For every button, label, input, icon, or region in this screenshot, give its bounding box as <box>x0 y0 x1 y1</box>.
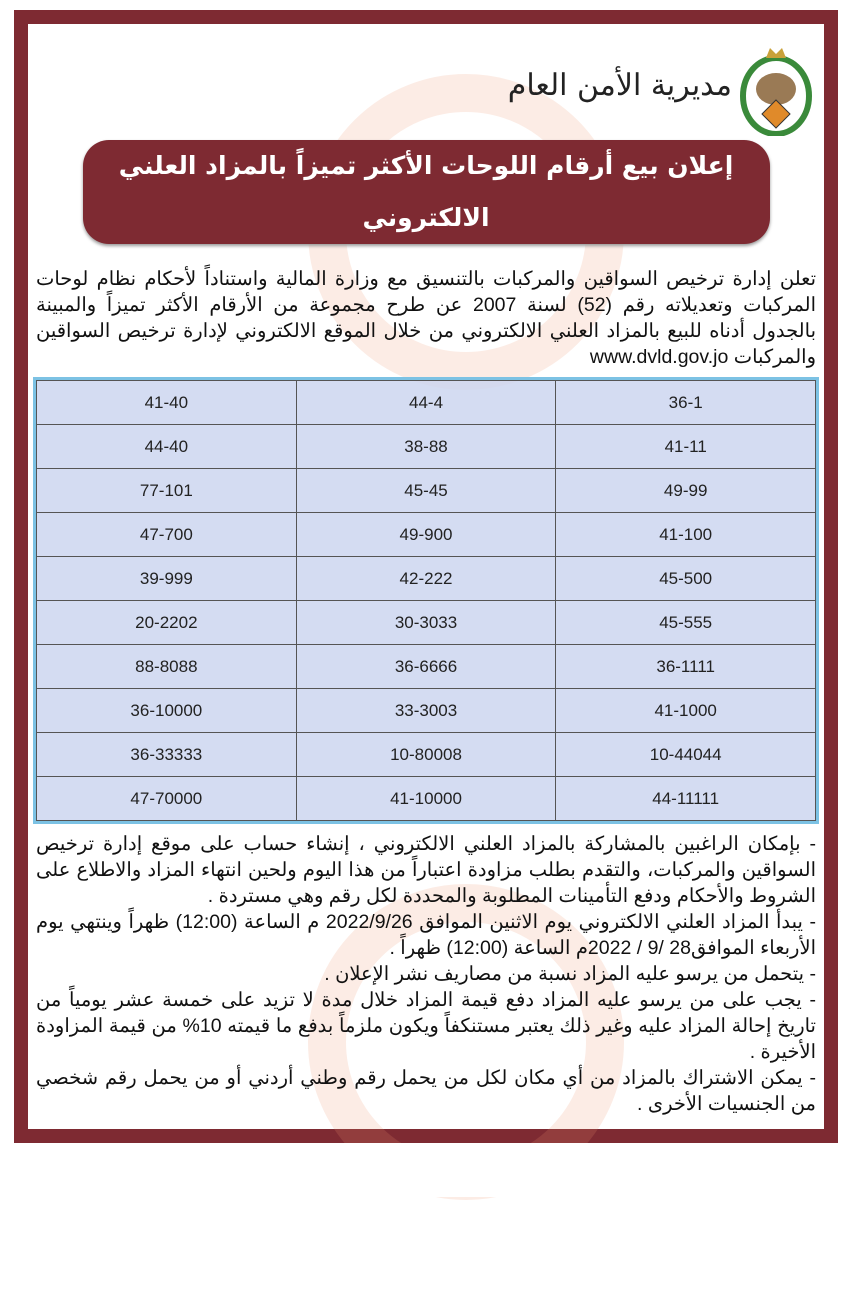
plate-number-cell: 36-1111 <box>556 645 816 689</box>
table-row <box>37 733 816 777</box>
notes <box>36 831 816 1117</box>
table-row <box>37 469 816 513</box>
plate-number-cell: 30-3033 <box>296 601 556 645</box>
table-row <box>37 557 816 601</box>
plate-number-cell: 47-70000 <box>37 777 297 821</box>
plate-number-cell: 45-45 <box>296 469 556 513</box>
header <box>36 24 816 134</box>
plate-number-cell: 38-88 <box>296 425 556 469</box>
plate-number-cell: 41-40 <box>37 381 297 425</box>
plate-number-cell: 36-10000 <box>37 689 297 733</box>
plate-number-cell: 36-6666 <box>296 645 556 689</box>
page-bottom <box>0 1143 852 1197</box>
plate-number-cell: 10-44044 <box>556 733 816 777</box>
plate-number-cell: 41-100 <box>556 513 816 557</box>
plate-number-cell: 47-700 <box>37 513 297 557</box>
plate-number-cell: 77-101 <box>37 469 297 513</box>
plate-number-cell: 45-555 <box>556 601 816 645</box>
public-security-emblem-icon <box>740 44 812 136</box>
plate-number-cell: 41-11 <box>556 425 816 469</box>
note-item: - يبدأ المزاد العلني الالكتروني يوم الاثنين الموافق 2022/9/26 م الساعة (12:00) ظهراً وينتهي يوم الأربعاء الموافق28 /9 / 2022م الساعة (12:00) ظهراً . <box>36 911 816 959</box>
announcement-frame <box>14 10 838 1143</box>
note-item: - يجب على من يرسو عليه المزاد دفع قيمة المزاد خلال مدة لا تزيد على خمسة عشر يومياً من تاريخ إحالة المزاد عليه وغير ذلك يعتبر مستنكفاً ويكون ملزماً بدفع ما قيمته 10% من قيمة المزاودة الأخيرة . <box>36 989 816 1063</box>
plate-number-cell: 20-2202 <box>37 601 297 645</box>
table-row <box>37 381 816 425</box>
announcement-title: إعلان بيع أرقام اللوحات الأكثر تميزاً بالمزاد العلني الالكتروني <box>83 140 770 244</box>
plate-number-cell: 33-3003 <box>296 689 556 733</box>
table-row <box>37 425 816 469</box>
plate-number-cell: 41-1000 <box>556 689 816 733</box>
note-item: - يتحمل من يرسو عليه المزاد نسبة من مصاريف نشر الإعلان . <box>324 963 816 985</box>
plate-number-cell: 49-900 <box>296 513 556 557</box>
intro-paragraph: تعلن إدارة ترخيص السواقين والمركبات بالتنسيق مع وزارة المالية واستناداً لأحكام نظام لوحات المركبات وتعديلاته رقم (52) لسنة 2007 عن طرح مجموعة من الأرقام الأكثر تميزاً والمبينة بالجدول أدناه للبيع بالمزاد العلني الالكتروني من خلال الموقع الالكتروني لإدارة ترخيص السواقين والمركبات www.dvld.gov.jo <box>36 268 816 368</box>
plate-number-cell: 49-99 <box>556 469 816 513</box>
table-row <box>37 689 816 733</box>
organization-name: مديرية الأمن العام <box>507 68 732 103</box>
plate-number-cell: 10-80008 <box>296 733 556 777</box>
plate-number-cell: 36-33333 <box>37 733 297 777</box>
plate-number-cell: 39-999 <box>37 557 297 601</box>
plate-number-cell: 45-500 <box>556 557 816 601</box>
plate-number-cell: 44-11111 <box>556 777 816 821</box>
note-item: - بإمكان الراغبين بالمشاركة بالمزاد العلني الالكتروني ، إنشاء حساب على موقع إدارة ترخيص السواقين والمركبات، والتقدم بطلب مزاودة اعتباراً من هذا اليوم ولحين انتهاء المزاد والاطلاع على الشروط والأحكام ودفع التأمينات المطلوبة والمحددة لكل رقم وهي مستردة . <box>36 833 816 907</box>
table-row <box>37 645 816 689</box>
plate-number-cell: 88-8088 <box>37 645 297 689</box>
table-row <box>37 601 816 645</box>
table-row <box>37 513 816 557</box>
plate-number-cell: 36-1 <box>556 381 816 425</box>
plate-number-cell: 41-10000 <box>296 777 556 821</box>
plates-table <box>36 380 816 821</box>
announcement-body <box>28 24 824 1129</box>
plate-number-cell: 44-4 <box>296 381 556 425</box>
note-item: - يمكن الاشتراك بالمزاد من أي مكان لكل من يحمل رقم وطني أردني أو من يحمل رقم شخصي من الجنسيات الأخرى . <box>36 1067 816 1115</box>
plate-number-cell: 44-40 <box>37 425 297 469</box>
plate-number-cell: 42-222 <box>296 557 556 601</box>
table-row <box>37 777 816 821</box>
